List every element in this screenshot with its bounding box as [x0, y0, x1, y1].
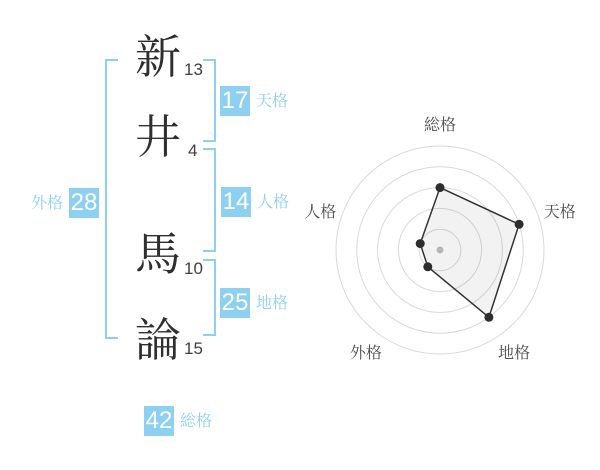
tenkaku-label: 天格 [256, 93, 289, 110]
tenkaku-score-badge: 17 [221, 87, 249, 114]
stroke-count-2: 4 [188, 141, 198, 160]
axis-label: 外格 [349, 344, 382, 362]
name-char-1: 新 [135, 31, 181, 83]
stroke-count-3: 10 [184, 259, 203, 278]
stroke-count-4: 15 [184, 339, 203, 358]
data-polygon [420, 188, 519, 318]
soukaku-label: 総格 [180, 413, 213, 430]
jinkaku-label: 人格 [257, 194, 290, 211]
name-char-2: 井 [135, 111, 181, 163]
data-point [416, 239, 425, 248]
jinkaku-score-badge: 14 [222, 188, 250, 215]
data-point [423, 262, 432, 271]
radar-chart [300, 105, 600, 395]
name-char-4: 論 [135, 314, 181, 366]
soukaku-score-badge: 42 [145, 407, 173, 434]
name-char-3: 馬 [135, 228, 181, 280]
gaikaku-score-badge: 28 [70, 189, 98, 216]
bracket-chikaku [203, 259, 216, 336]
chikaku-label: 地格 [256, 295, 289, 312]
axis-label: 天格 [543, 204, 576, 222]
radar-chart-svg [300, 105, 600, 395]
axis-label: 総格 [423, 117, 457, 134]
data-point [484, 313, 493, 322]
bracket-jinkaku [203, 148, 216, 252]
bracket-tenkaku [203, 59, 216, 142]
stroke-count-1: 13 [184, 60, 203, 79]
axis-label: 地格 [498, 344, 531, 362]
axis-label: 人格 [304, 204, 337, 222]
data-point [436, 183, 445, 192]
data-point [515, 220, 524, 229]
bracket-gaikaku [105, 59, 118, 339]
chikaku-score-badge: 25 [221, 289, 249, 316]
gaikaku-label: 外格 [30, 195, 63, 212]
